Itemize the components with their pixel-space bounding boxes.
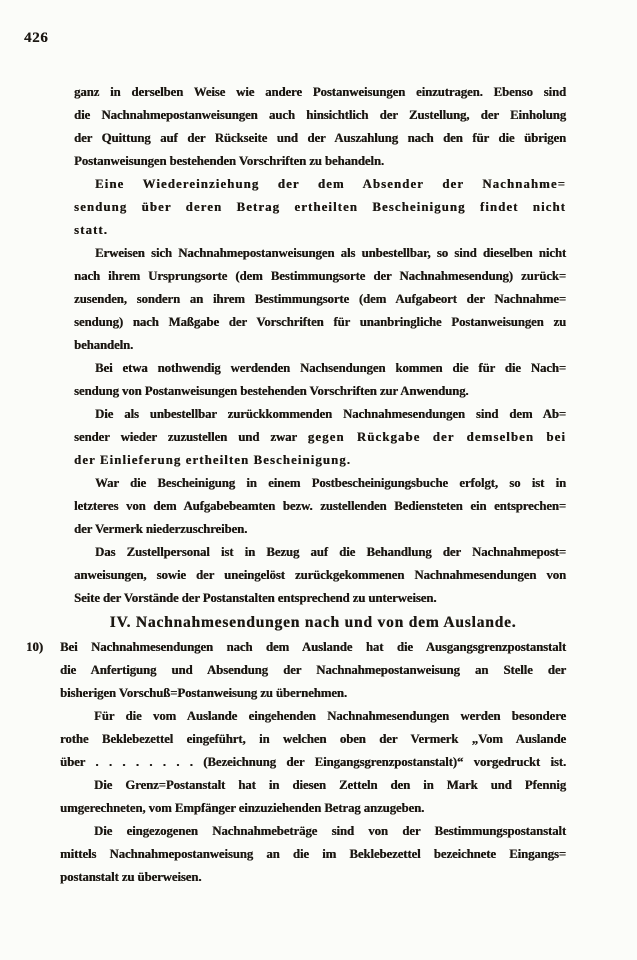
text-line: rothe Beklebezettel eingeführt, in welchen oben der Vermerk „Vom Auslande (60, 732, 566, 746)
text-line: mittels Nachnahmepostanweisung an die im Beklebezettel bezeichnete Eingangs= (60, 847, 566, 861)
text-line: statt. (74, 223, 108, 237)
text-line: zusenden, sondern an ihrem Bestimmungsorte (dem Aufgabeort der Nachnahme= (74, 292, 566, 306)
text-line: sendung) nach Maßgabe der Vorschriften für unanbringliche Postanweisungen zu (74, 315, 566, 329)
text-line: über . . . . . . . . (Bezeichnung der Eingangsgrenzpostanstalt)“ vorgedruckt ist. (60, 755, 566, 769)
text-line: letzteres von dem Aufgabebeamten bezw. zustellenden Bediensteten ein entsprechen= (74, 499, 566, 513)
text-line: bisherigen Vorschuß=Postanweisung zu übernehmen. (60, 686, 347, 700)
text-line: Seite der Vorstände der Postanstalten entsprechend zu unterweisen. (74, 591, 437, 605)
text-line: postanstalt zu überweisen. (60, 870, 202, 884)
text-line: Die eingezogenen Nachnahmebeträge sind von der Bestimmungspostanstalt (94, 824, 566, 838)
section-10 (26, 636, 566, 889)
text-line: Das Zustellpersonal ist in Bezug auf die Behandlung der Nachnahmepost= (95, 545, 566, 559)
text-line: die Anfertigung und Absendung der Nachnahmepostanweisung an Stelle der (60, 663, 566, 677)
item-number: 10) (26, 640, 44, 654)
text-segment: sender wieder zuzustellen und zwar (74, 430, 297, 444)
text-line (26, 636, 566, 659)
text-line: Postanweisungen bestehenden Vorschriften zu behandeln. (74, 154, 384, 168)
text-line: die Nachnahmepostanweisungen auch hinsichtlich der Zustellung, der Einholung (74, 108, 566, 122)
text-line: umgerechneten, vom Empfänger einzuziehenden Betrag anzugeben. (60, 801, 425, 815)
text-line: War die Bescheinigung in einem Postbescheinigungsbuche erfolgt, so ist in (95, 476, 566, 490)
text-line: ganz in derselben Weise wie andere Postanweisungen einzutragen. Ebenso sind (74, 85, 566, 99)
text-line (74, 426, 566, 449)
text-line: anweisungen, sowie der uneingelöst zurückgekommenen Nachnahmesendungen von (74, 568, 566, 582)
text-line: Die Grenz=Postanstalt hat in diesen Zetteln den in Mark und Pfennig (94, 778, 566, 792)
text-line: Erweisen sich Nachnahmepostanweisungen als unbestellbar, so sind dieselben nicht (95, 246, 566, 260)
text-line: der Vermerk niederzuschreiben. (74, 522, 248, 536)
text-line: sendung von Postanweisungen bestehenden Vorschriften zur Anwendung. (74, 384, 469, 398)
body-text (74, 81, 566, 610)
text-line: der Quittung auf der Rückseite und der Auszahlung nach den für die übrigen (74, 131, 566, 145)
text-line: sendung über deren Betrag ertheilten Bescheinigung findet nicht (74, 200, 566, 214)
text-line: nach ihrem Ursprungsorte (dem Bestimmungsorte der Nachnahmesendung) zurück= (74, 269, 566, 283)
text-segment: Bei Nachnahmesendungen nach dem Auslande hat die Ausgangsgrenzpostanstalt (60, 640, 566, 654)
text-segment-spaced: gegen Rückgabe der demselben bei (307, 430, 566, 444)
section-heading: IV. Nachnahmesendungen nach und von dem Auslande. (109, 614, 517, 631)
text-line: Eine Wiedereinziehung der dem Absender der Nachnahme= (95, 177, 566, 191)
text-line: Für die vom Auslande eingehenden Nachnahmesendungen werden besondere (94, 709, 566, 723)
page-number: 426 (24, 30, 49, 46)
text-line: Bei etwa nothwendig werdenden Nachsendungen kommen die für die Nach= (95, 361, 566, 375)
text-line: Die als unbestellbar zurückkommenden Nachnahmesendungen sind dem Ab= (95, 407, 566, 421)
text-line: der Einlieferung ertheilten Bescheinigung. (74, 453, 352, 467)
text-line: behandeln. (74, 338, 134, 352)
